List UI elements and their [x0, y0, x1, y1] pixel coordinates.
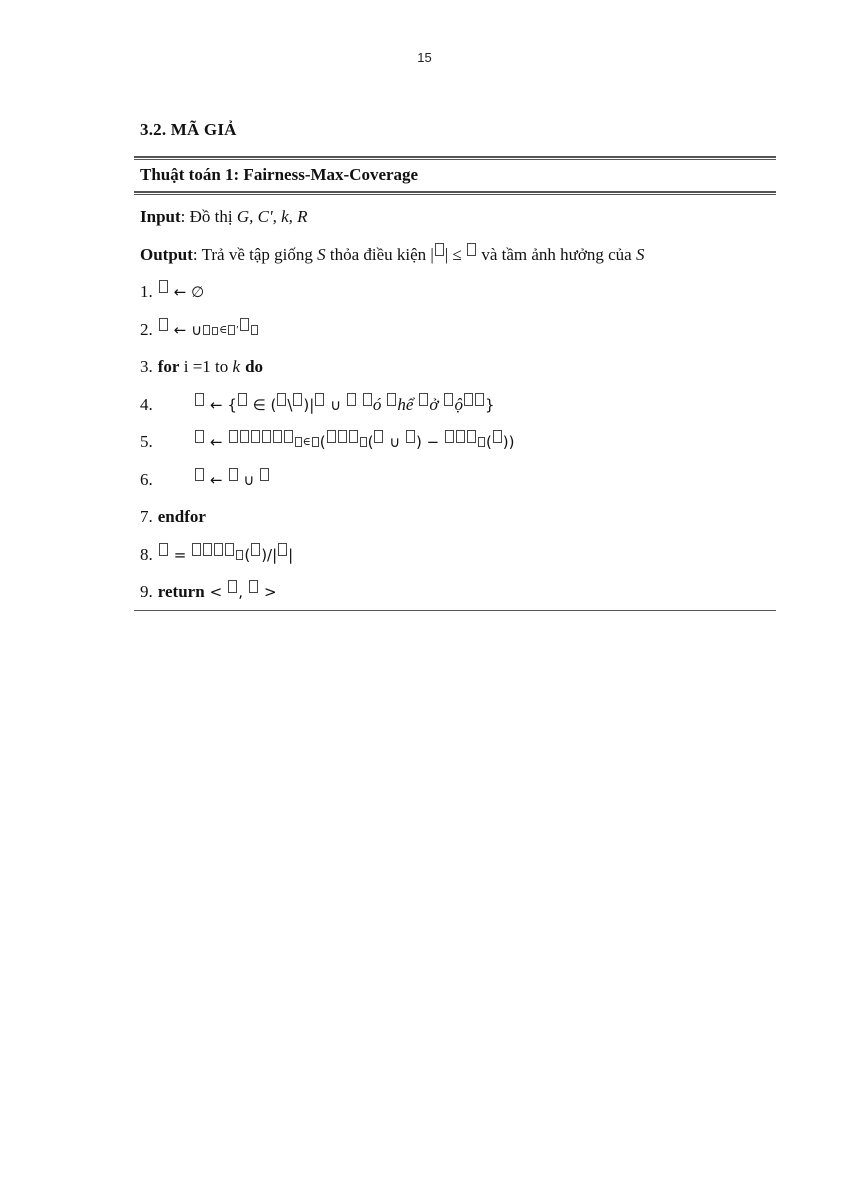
missing-glyph: [195, 430, 204, 443]
line-number: 9.: [140, 582, 153, 601]
subscript: [250, 318, 259, 342]
missing-glyph: [192, 543, 201, 556]
subscript: ∈ ′: [202, 318, 239, 342]
missing-glyph: [295, 437, 302, 447]
bottom-rule: [134, 610, 776, 611]
algo-line-4: [140, 393, 770, 431]
missing-glyph: [273, 430, 282, 443]
missing-glyph: [195, 468, 204, 481]
missing-glyph: [278, 543, 287, 556]
missing-glyph: [467, 430, 476, 443]
line-text: ∪: [238, 470, 260, 489]
output-text-1: : Trả về tập giống: [192, 244, 318, 264]
keyword-endfor: endfor: [157, 507, 206, 526]
missing-glyph: [464, 393, 473, 406]
algo-line-2: [140, 318, 770, 356]
line-number: 5.: [140, 432, 153, 451]
line-text: ộ: [454, 394, 463, 414]
line-number: 6.: [140, 469, 153, 489]
line-number: 4.: [140, 394, 153, 414]
missing-glyph: [327, 430, 336, 443]
missing-glyph: [478, 437, 485, 447]
missing-glyph: [262, 430, 271, 443]
missing-glyph: [203, 325, 210, 335]
missing-glyph: [214, 543, 223, 556]
line-text: )/|: [261, 545, 278, 564]
line-text: (: [367, 433, 374, 451]
output-line: [140, 243, 770, 281]
missing-glyph: [228, 580, 237, 593]
missing-glyph: [444, 393, 453, 406]
algo-line-6: [140, 468, 770, 506]
line-text: ∈ (: [247, 395, 277, 414]
algo-line-1: [140, 280, 770, 318]
missing-glyph: [387, 393, 396, 406]
missing-glyph: [251, 543, 260, 556]
missing-glyph: [159, 280, 168, 293]
input-text: : Đồ thị: [180, 207, 237, 226]
missing-glyph: [249, 580, 258, 593]
missing-glyph: [467, 243, 476, 256]
missing-glyph: [419, 393, 428, 406]
missing-glyph: [229, 468, 238, 481]
missing-glyph: [240, 430, 249, 443]
subscript: [235, 543, 244, 567]
missing-glyph: [195, 393, 204, 406]
keyword-for: for: [157, 357, 180, 376]
missing-glyph: [312, 437, 319, 447]
missing-glyph: [203, 543, 212, 556]
missing-glyph: [293, 393, 302, 406]
line-text: (: [319, 433, 326, 451]
line-text: |: [288, 545, 294, 564]
line-text: }: [484, 395, 495, 414]
line-number: 2.: [140, 319, 153, 339]
input-vars: G, C', k, R: [236, 207, 308, 226]
missing-glyph: [277, 393, 286, 406]
line-text: i =1 to: [179, 357, 233, 376]
missing-glyph: [159, 318, 168, 331]
line-text: ←: [210, 470, 223, 489]
algorithm-body: [134, 195, 776, 618]
missing-glyph: [315, 393, 324, 406]
algo-line-3: [140, 355, 770, 393]
missing-glyph: [406, 430, 415, 443]
line-text: ó: [372, 394, 382, 414]
output-var-s: S: [317, 244, 326, 264]
output-label: Output: [140, 244, 193, 264]
line-text: )): [502, 433, 515, 451]
line-text: ở: [429, 394, 439, 414]
subscript: [477, 430, 486, 454]
keyword-return: return: [157, 582, 205, 601]
line-text: =: [173, 545, 187, 564]
missing-glyph: [338, 430, 347, 443]
missing-glyph: [475, 393, 484, 406]
missing-glyph: [363, 393, 372, 406]
line-number: 8.: [140, 544, 153, 564]
subscript: [359, 430, 368, 454]
missing-glyph: [236, 550, 243, 560]
line-text: ← ∪: [173, 320, 203, 339]
line-text: >: [264, 583, 277, 601]
missing-glyph: [251, 325, 258, 335]
line-number: 1.: [140, 282, 153, 301]
line-text: ∪: [384, 433, 405, 451]
line-text: (: [244, 545, 251, 564]
missing-glyph: [456, 430, 465, 443]
algo-line-7: [140, 505, 770, 543]
algo-line-5: [140, 430, 770, 468]
line-text: ,: [238, 583, 244, 601]
page-number: 15: [417, 50, 432, 65]
algo-line-9: [140, 580, 770, 618]
section-title: 3.2. MÃ GIẢ: [140, 120, 237, 139]
line-text: ∪: [325, 395, 346, 414]
line-text: (: [485, 433, 492, 451]
algorithm-box: [134, 156, 776, 611]
output-text-4: và tầm ảnh hưởng của: [477, 244, 636, 264]
missing-glyph: [374, 430, 383, 443]
missing-glyph: [349, 430, 358, 443]
missing-glyph: [238, 393, 247, 406]
missing-glyph: [240, 318, 249, 331]
line-text: ← {: [210, 395, 237, 414]
output-text-2: thỏa điều kiện |: [325, 244, 434, 264]
line-text: ) −: [415, 433, 444, 451]
missing-glyph: [347, 393, 356, 406]
missing-glyph: [225, 543, 234, 556]
missing-glyph: [212, 327, 218, 335]
missing-glyph: [445, 430, 454, 443]
line-text: hể: [397, 394, 414, 414]
keyword-do: do: [245, 357, 264, 376]
line-text: \: [287, 395, 293, 414]
var-k: k: [232, 357, 241, 376]
input-label: Input: [140, 207, 181, 226]
missing-glyph: [493, 430, 502, 443]
missing-glyph: [229, 430, 238, 443]
missing-glyph: [228, 325, 235, 335]
line-number: 3.: [140, 357, 153, 376]
line-text: ←: [210, 433, 223, 451]
missing-glyph: [159, 543, 168, 556]
output-var-s2: S: [635, 244, 645, 264]
line-text: <: [209, 583, 223, 601]
missing-glyph: [260, 468, 269, 481]
line-text: ← ∅: [173, 283, 205, 301]
subscript: ∈: [294, 430, 320, 454]
algo-line-8: [140, 543, 770, 581]
algorithm-header: Thuật toán 1: Fairness-Max-Coverage: [140, 165, 419, 184]
missing-glyph: [435, 243, 444, 256]
line-number: 7.: [140, 507, 153, 526]
missing-glyph: [284, 430, 293, 443]
input-line: [140, 205, 770, 243]
missing-glyph: [360, 437, 367, 447]
line-text: )|: [303, 395, 315, 414]
missing-glyph: [251, 430, 260, 443]
output-text-3: | ≤: [444, 244, 467, 264]
